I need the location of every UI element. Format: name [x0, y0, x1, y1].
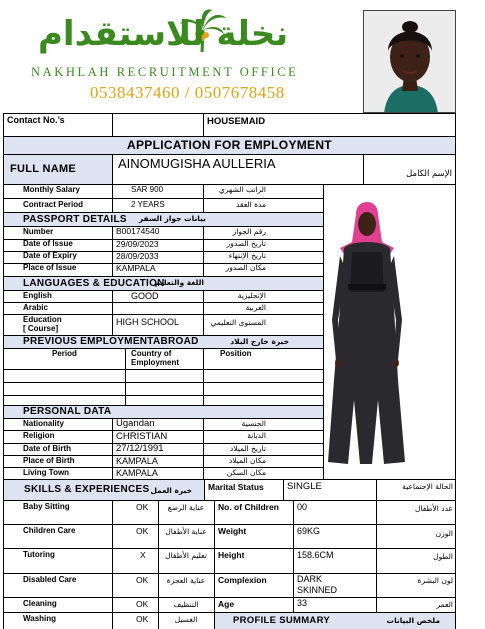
logo-arabic: نخلة للاستقدام	[38, 14, 289, 54]
country-column-header: Country of Employment	[131, 350, 180, 367]
full-body-photo	[328, 200, 405, 468]
birth-place-value: KAMPALA	[116, 457, 158, 466]
cleaning-label-ar: التنظيف	[173, 600, 199, 609]
living-town-label-ar: مكان السكن	[226, 468, 266, 477]
nationality-label: Nationality	[23, 420, 64, 428]
weight-label: Weight	[218, 527, 247, 536]
logo-phones: 0538437460 / 0507678458	[90, 83, 285, 102]
children-count-label-ar: عدد الأطفال	[415, 504, 453, 513]
issue-date-label: Date of Issue	[23, 240, 73, 248]
personal-heading: PERSONAL DATA	[4, 406, 323, 418]
marital-value: SINGLE	[287, 482, 322, 492]
height-label-ar: الطول	[433, 552, 453, 561]
living-town-label: Living Town	[23, 469, 70, 477]
birth-date-label-ar: تاريخ الميلاد	[229, 444, 266, 453]
salary-label-ar: الراتب الشهري	[219, 185, 266, 194]
children-care-value: OK	[136, 527, 149, 536]
profile-heading-ar: ملخص البيانات	[386, 616, 440, 625]
washing-value: OK	[136, 615, 149, 624]
disabled-care-value: OK	[136, 576, 149, 585]
marital-label: Marital Status	[208, 483, 264, 492]
baby-sitting-value: OK	[136, 503, 149, 512]
logo-english: NAKHLAH RECRUITMENT OFFICE	[31, 65, 299, 79]
passport-number-label: Number	[23, 228, 54, 236]
passport-number-value: B00174540	[116, 227, 160, 236]
tutoring-value: X	[140, 551, 146, 560]
issue-place-label: Place of Issue	[23, 264, 77, 272]
arabic-label: Arabic	[23, 304, 48, 312]
education-value: HIGH SCHOOL	[116, 318, 180, 327]
disabled-care-label-ar: عناية العجزة	[166, 576, 206, 585]
full-name-value: AINOMUGISHA AULLERIA	[118, 157, 276, 171]
english-label-ar: الإنجليزية	[237, 291, 266, 300]
english-label: English	[23, 292, 52, 300]
english-value: GOOD	[131, 292, 159, 301]
issue-place-label-ar: مكان الصدور	[225, 263, 266, 272]
height-label: Height	[218, 551, 245, 560]
complexion-value: DARK SKINNED	[297, 574, 338, 596]
full-name-label: FULL NAME	[4, 155, 112, 184]
religion-label: Religion	[23, 432, 55, 440]
washing-label-ar: الغسيل	[174, 615, 198, 624]
form-title: APPLICATION FOR EMPLOYMENT	[4, 137, 455, 154]
contract-value: 2 YEARS	[131, 201, 165, 209]
living-town-value: KAMPALA	[116, 469, 158, 478]
education-label-ar: المستوى التعليمي	[210, 318, 266, 327]
contract-label-ar: مدة العقد	[236, 200, 266, 209]
cleaning-label: Cleaning	[23, 600, 57, 608]
contact-label: Contact No.’s	[7, 116, 65, 125]
expiry-date-label-ar: تاريخ الإنتهاء	[228, 251, 266, 260]
skills-heading: SKILLS & EXPERIENCES	[4, 480, 204, 500]
baby-sitting-label-ar: عناية الرضع	[167, 503, 205, 512]
children-count-value: 00	[297, 503, 308, 512]
age-label-ar: العمر	[436, 600, 453, 609]
children-count-label: No. of Children	[218, 503, 279, 512]
issue-place-value: KAMPALA	[116, 264, 156, 273]
marital-label-ar: الحالة الإجتماعية	[402, 482, 453, 491]
issue-date-value: 29/09/2023	[116, 240, 159, 249]
salary-label: Monthly Salary	[23, 186, 80, 194]
expiry-date-value: 28/09/2033	[116, 252, 159, 261]
religion-label-ar: الديانة	[247, 431, 266, 440]
full-name-label-ar: الإسم الكامل	[406, 169, 452, 179]
disabled-care-label: Disabled Care	[23, 576, 77, 584]
passport-number-label-ar: رقم الجواز	[232, 227, 266, 236]
period-column-header: Period	[52, 350, 77, 358]
baby-sitting-label: Baby Sitting	[23, 503, 70, 511]
birth-place-label: Place of Birth	[23, 457, 75, 465]
complexion-label-ar: لون البشرة	[417, 576, 453, 585]
height-value: 158.6CM	[297, 551, 334, 560]
expiry-date-label: Date of Expiry	[23, 252, 77, 260]
religion-value: CHRISTIAN	[116, 432, 168, 442]
employment-heading-ar: خبرة خارج البلاد	[230, 337, 289, 346]
issue-date-label-ar: تاريخ الصدور	[226, 239, 266, 248]
tutoring-label: Tutoring	[23, 551, 55, 559]
washing-label: Washing	[23, 615, 57, 623]
birth-date-label: Date of Birth	[23, 445, 71, 453]
tutoring-label-ar: تعليم الأطفال	[165, 551, 207, 560]
children-care-label: Children Care	[23, 527, 76, 535]
position-column-header: Position	[220, 350, 252, 358]
passport-heading-ar: بيانات جواز السفر	[138, 214, 206, 223]
cleaning-value: OK	[136, 600, 149, 609]
skills-heading-ar: خبرة العمل	[150, 486, 192, 495]
age-value: 33	[297, 599, 308, 608]
arabic-label-ar: العربية	[245, 303, 266, 312]
birth-place-label-ar: مكان الميلاد	[228, 456, 266, 465]
position-title: HOUSEMAID	[207, 117, 266, 127]
profile-heading: PROFILE SUMMARY	[215, 613, 455, 629]
nationality-label-ar: الجنسية	[241, 419, 266, 428]
contract-label: Contract Period	[23, 201, 84, 209]
languages-heading-ar: اللغة والتعليم	[154, 278, 204, 287]
employment-heading: PREVIOUS EMPLOYMENTABROAD	[4, 336, 323, 348]
salary-value: SAR 900	[131, 186, 164, 194]
age-label: Age	[218, 600, 235, 609]
passport-heading: PASSPORT DETAILS	[4, 213, 323, 226]
education-label: Education [ Course]	[23, 316, 62, 333]
nationality-value: Ugandan	[116, 419, 155, 429]
weight-label-ar: الوزن	[435, 529, 453, 538]
birth-date-value: 27/12/1991	[116, 444, 164, 454]
weight-value: 69KG	[297, 527, 321, 536]
children-care-label-ar: عناية الأطفال	[165, 527, 207, 536]
complexion-label: Complexion	[218, 576, 267, 585]
passport-photo	[363, 10, 456, 113]
languages-heading: LANGUAGES & EDUCATION	[4, 277, 323, 290]
